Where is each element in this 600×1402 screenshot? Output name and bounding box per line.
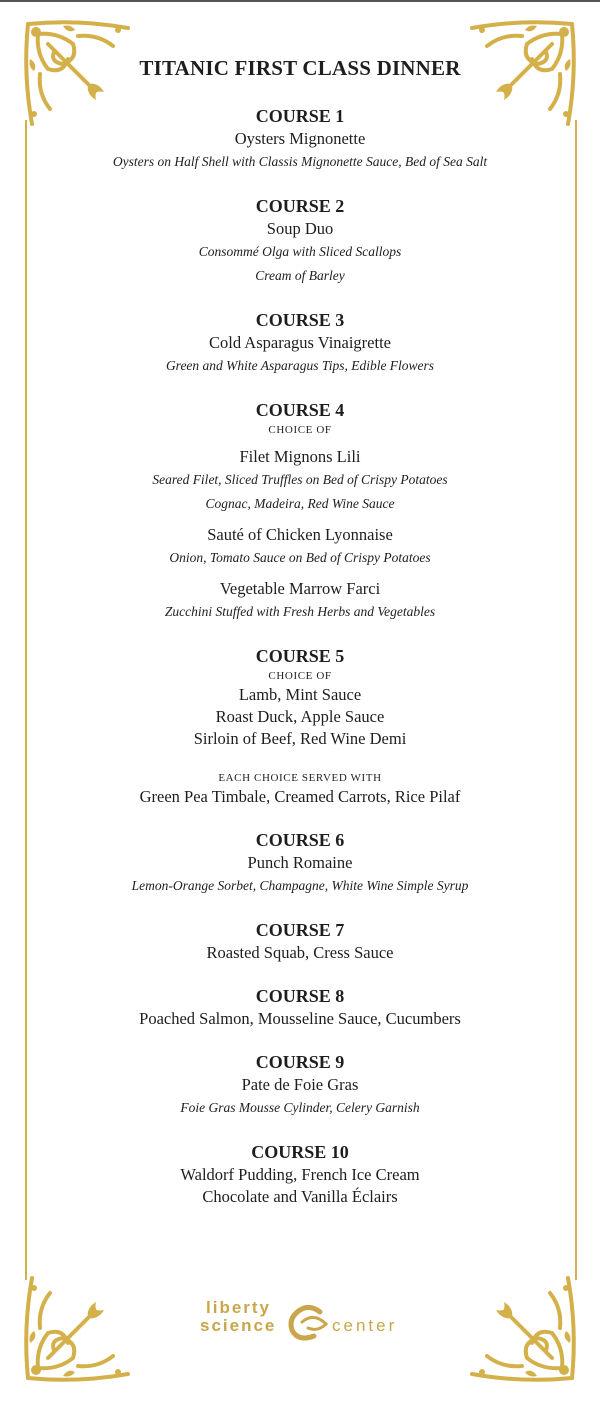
dish-name: Lamb, Mint Sauce (238, 685, 362, 704)
dish-description: Consommé Olga with Sliced Scallops (198, 244, 402, 259)
logo-text-center: center (332, 1316, 398, 1335)
course-heading: COURSE 9 (255, 1052, 345, 1072)
course-heading: COURSE 8 (255, 986, 345, 1006)
dish-name: Roast Duck, Apple Sauce (215, 707, 385, 726)
course-2 (40, 194, 560, 288)
dish-description: Seared Filet, Sliced Truffles on Bed of Crispy Potatoes (152, 472, 448, 487)
course-10 (40, 1140, 560, 1208)
logo-text-liberty: liberty (206, 1298, 272, 1317)
dish-name: Oysters Mignonette (234, 129, 366, 148)
served-with (40, 770, 560, 808)
dish-description: Onion, Tomato Sauce on Bed of Crispy Potatoes (169, 550, 431, 565)
top-border (0, 0, 600, 2)
choice-label: CHOICE OF (268, 670, 332, 682)
menu-title: TITANIC FIRST CLASS DINNER (139, 56, 461, 80)
dish-description: Zucchini Stuffed with Fresh Herbs and Vegetables (164, 604, 436, 619)
logo-text-science: science (200, 1316, 277, 1335)
course-list (40, 104, 560, 1228)
dish-description: Green and White Asparagus Tips, Edible Flowers (165, 358, 435, 373)
dish-name: Filet Mignons Lili (239, 447, 361, 466)
choice-label: CHOICE OF (268, 424, 332, 436)
course-heading: COURSE 1 (255, 106, 345, 126)
dish-description: Foie Gras Mousse Cylinder, Celery Garnish (180, 1100, 420, 1115)
course-8 (40, 984, 560, 1030)
dish-name: Punch Romaine (247, 853, 353, 872)
course-7 (40, 918, 560, 964)
left-gold-rule (25, 120, 27, 1280)
dish-name: Poached Salmon, Mousseline Sauce, Cucumbers (139, 1009, 461, 1028)
dish-description: Cognac, Madeira, Red Wine Sauce (205, 496, 395, 511)
course-heading: COURSE 6 (255, 830, 345, 850)
course-4 (40, 398, 560, 624)
dish-name: Waldorf Pudding, French Ice Cream (180, 1165, 420, 1184)
course-heading: COURSE 10 (251, 1142, 349, 1162)
right-gold-rule (575, 120, 577, 1280)
dish-name: Roasted Squab, Cress Sauce (206, 943, 394, 962)
course-heading: COURSE 4 (255, 400, 345, 420)
course-heading: COURSE 3 (255, 310, 345, 330)
course-heading: COURSE 7 (255, 920, 345, 940)
course-4-option-1 (40, 446, 560, 516)
course-6 (40, 828, 560, 898)
dish-name: Soup Duo (266, 219, 334, 238)
dish-name: Green Pea Timbale, Creamed Carrots, Rice Pilaf (139, 787, 461, 806)
dish-name: Cold Asparagus Vinaigrette (208, 333, 391, 352)
dish-name: Pate de Foie Gras (241, 1075, 359, 1094)
dish-name: Sauté of Chicken Lyonnaise (207, 525, 393, 544)
course-1 (40, 104, 560, 174)
course-3 (40, 308, 560, 378)
course-heading: COURSE 2 (255, 196, 345, 216)
course-4-option-3 (40, 578, 560, 624)
dish-name: Sirloin of Beef, Red Wine Demi (193, 729, 407, 748)
dish-description: Oysters on Half Shell with Classis Mignonette Sauce, Bed of Sea Salt (112, 154, 488, 169)
dish-description: Lemon-Orange Sorbet, Champagne, White Wine Simple Syrup (131, 878, 469, 893)
course-heading: COURSE 5 (255, 646, 345, 666)
course-4-option-2 (40, 524, 560, 570)
fleur-de-lis-ornament-icon (18, 1268, 138, 1388)
served-with-label: EACH CHOICE SERVED WITH (218, 772, 382, 784)
dish-description: Cream of Barley (255, 268, 345, 283)
dish-name: Vegetable Marrow Farci (219, 579, 381, 598)
course-9 (40, 1050, 560, 1120)
atom-swirl-icon (280, 1304, 330, 1344)
dish-name: Chocolate and Vanilla Éclairs (202, 1187, 398, 1206)
course-5 (40, 644, 560, 808)
fleur-de-lis-ornament-icon (462, 1268, 582, 1388)
liberty-science-center-logo (200, 1294, 420, 1354)
